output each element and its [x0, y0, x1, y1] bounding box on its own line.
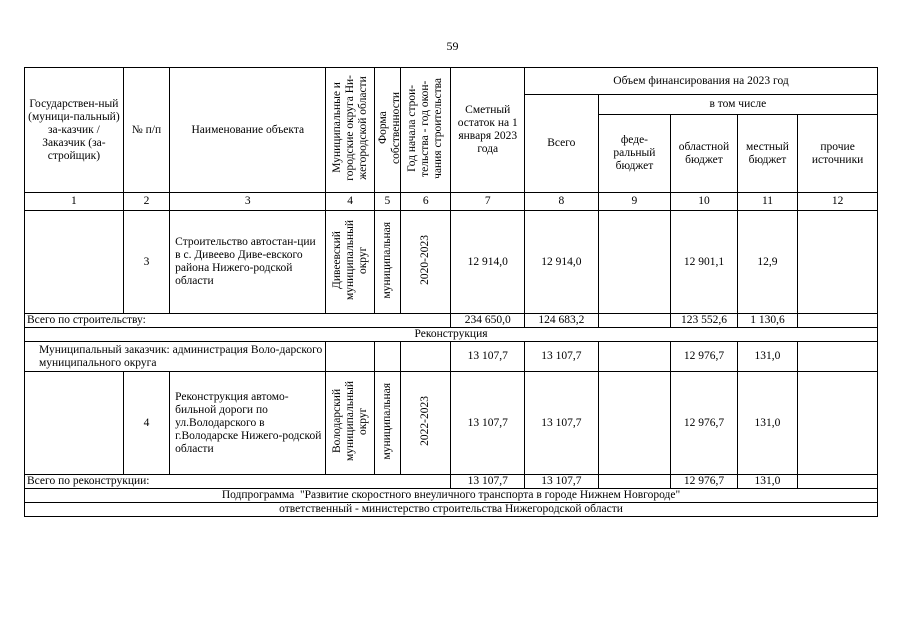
col-number: 4 — [326, 193, 374, 211]
col-number: 10 — [671, 193, 738, 211]
row3-municipality: Дивеевский муниципальный округ — [326, 211, 374, 314]
total-construction-federal — [598, 314, 671, 328]
row3-num: 3 — [123, 211, 169, 314]
row4-num: 4 — [123, 372, 169, 475]
row3-balance: 12 914,0 — [451, 211, 525, 314]
total-construction-local: 1 130,6 — [737, 314, 797, 328]
row4-other — [798, 372, 878, 475]
header-object-name: Наименование объекта — [170, 68, 326, 193]
total-construction-row — [25, 314, 878, 328]
row3-customer — [25, 211, 124, 314]
header-municipality: Муниципальные и городские округа Ни- жегородской области — [326, 68, 374, 193]
col-number: 8 — [525, 193, 599, 211]
col-number: 7 — [451, 193, 525, 211]
header-regional: областной бюджет — [671, 115, 738, 193]
customer-row — [25, 342, 878, 372]
row4-balance: 13 107,7 — [451, 372, 525, 475]
row3-local: 12,9 — [737, 211, 797, 314]
customer-row-federal — [598, 342, 671, 372]
header-balance: Сметный остаток на 1 января 2023 года — [451, 68, 525, 193]
total-reconstruction-label: Всего по реконструкции: — [25, 475, 451, 489]
row3-federal — [598, 211, 671, 314]
total-construction-total: 124 683,2 — [525, 314, 599, 328]
col-number: 1 — [25, 193, 124, 211]
header-funding: Объем финансирования на 2023 год — [525, 68, 878, 95]
row4-name: Реконструкция автомо-бильной дороги по ул.Володарского в г.Володарске Нижего-родской области — [170, 372, 326, 475]
col-number: 11 — [737, 193, 797, 211]
row4-regional: 12 976,7 — [671, 372, 738, 475]
customer-row-ownership — [374, 342, 400, 372]
row3-total: 12 914,0 — [525, 211, 599, 314]
total-reconstruction-regional: 12 976,7 — [671, 475, 738, 489]
row3-years: 2020-2023 — [401, 211, 451, 314]
col-number: 12 — [798, 193, 878, 211]
header-federal: феде-ральный бюджет — [598, 115, 671, 193]
row4-federal — [598, 372, 671, 475]
header-ownership: Форма собственности — [374, 68, 400, 193]
customer-row-balance: 13 107,7 — [451, 342, 525, 372]
total-reconstruction-local: 131,0 — [737, 475, 797, 489]
responsible-heading: ответственный - министерство строительства Нижегородской области — [25, 503, 878, 517]
table-row — [25, 372, 878, 475]
total-reconstruction-federal — [598, 475, 671, 489]
financing-table — [24, 67, 878, 517]
total-construction-other — [798, 314, 878, 328]
subprogram-heading: Подпрограмма "Развитие скоростного внеуличного транспорта в городе Нижнем Новгороде" — [25, 489, 878, 503]
col-number: 2 — [123, 193, 169, 211]
row3-name: Строительство автостан-ции в с. Дивеево Диве-евского района Нижего-родской области — [170, 211, 326, 314]
total-construction-label: Всего по строительству: — [25, 314, 451, 328]
header-num: № п/п — [123, 68, 169, 193]
row3-ownership: муниципальная — [374, 211, 400, 314]
row4-ownership: муниципальная — [374, 372, 400, 475]
header-years: Год начала строи- тельства - год окон- чания строительства — [401, 68, 451, 193]
row4-total: 13 107,7 — [525, 372, 599, 475]
row4-municipality: Володарский муниципальный округ — [326, 372, 374, 475]
row3-other — [798, 211, 878, 314]
col-number: 3 — [170, 193, 326, 211]
total-construction-balance: 234 650,0 — [451, 314, 525, 328]
row4-years: 2022-2023 — [401, 372, 451, 475]
total-reconstruction-total: 13 107,7 — [525, 475, 599, 489]
customer-row-local: 131,0 — [737, 342, 797, 372]
column-numbers-row — [25, 193, 878, 211]
customer-row-total: 13 107,7 — [525, 342, 599, 372]
col-number: 6 — [401, 193, 451, 211]
header-total: Всего — [525, 95, 599, 193]
customer-row-other — [798, 342, 878, 372]
row3-regional: 12 901,1 — [671, 211, 738, 314]
total-reconstruction-balance: 13 107,7 — [451, 475, 525, 489]
header-other: прочие источники — [798, 115, 878, 193]
reconstruction-section-heading: Реконструкция — [25, 328, 878, 342]
customer-row-label: Муниципальный заказчик: администрация Воло-дарского муниципального округа — [25, 342, 326, 372]
page-number: 59 — [446, 39, 459, 53]
total-reconstruction-other — [798, 475, 878, 489]
total-construction-regional: 123 552,6 — [671, 314, 738, 328]
header-customer: Государствен-ный (муници-пальный) за-казчик / Заказчик (за-стройщик) — [25, 68, 124, 193]
table-row — [25, 211, 878, 314]
total-reconstruction-row — [25, 475, 878, 489]
customer-row-regional: 12 976,7 — [671, 342, 738, 372]
col-number: 9 — [598, 193, 671, 211]
customer-row-municipality — [326, 342, 374, 372]
col-number: 5 — [374, 193, 400, 211]
header-including: в том числе — [598, 95, 877, 115]
row4-customer — [25, 372, 124, 475]
customer-row-years — [401, 342, 451, 372]
row4-local: 131,0 — [737, 372, 797, 475]
header-local: местный бюджет — [737, 115, 797, 193]
